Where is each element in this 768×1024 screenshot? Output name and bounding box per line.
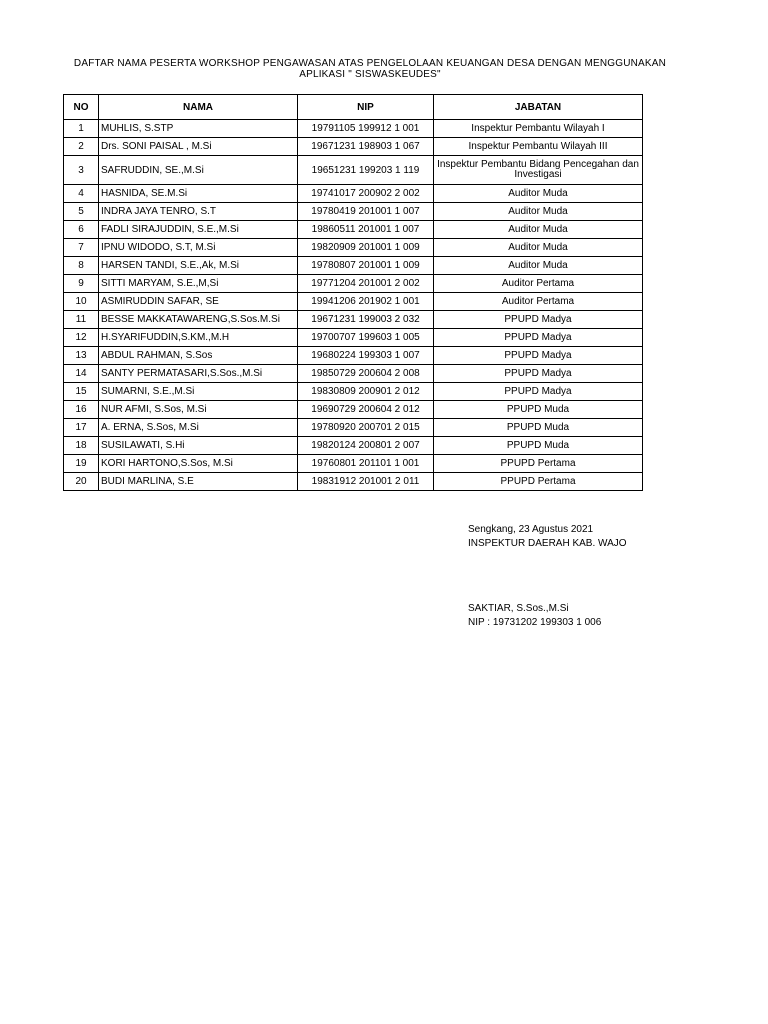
- table-row: [64, 401, 643, 419]
- cell-jabatan: Auditor Muda: [434, 239, 643, 257]
- table-row: [64, 347, 643, 365]
- cell-jabatan: PPUPD Madya: [434, 365, 643, 383]
- cell-nip: 19671231 199003 2 032: [298, 311, 434, 329]
- cell-jabatan: Auditor Muda: [434, 203, 643, 221]
- cell-no: 3: [64, 156, 99, 185]
- cell-no: 2: [64, 138, 99, 156]
- cell-nip: 19830809 200901 2 012: [298, 383, 434, 401]
- cell-nip: 19690729 200604 2 012: [298, 401, 434, 419]
- cell-nip: 19760801 201101 1 001: [298, 455, 434, 473]
- cell-nip: 19791105 199912 1 001: [298, 120, 434, 138]
- table-row: [64, 257, 643, 275]
- document-title-line1: DAFTAR NAMA PESERTA WORKSHOP PENGAWASAN ATAS PENGELOLAAN KEUANGAN DESA DENGAN MENGGUNAKAN: [73, 58, 667, 69]
- table-body: [64, 120, 643, 491]
- cell-jabatan: PPUPD Madya: [434, 383, 643, 401]
- table-row: [64, 455, 643, 473]
- table-row: [64, 311, 643, 329]
- table-row: [64, 383, 643, 401]
- cell-no: 17: [64, 419, 99, 437]
- cell-nip: 19680224 199303 1 007: [298, 347, 434, 365]
- table-row: [64, 365, 643, 383]
- signature-office: INSPEKTUR DAERAH KAB. WAJO: [468, 538, 627, 549]
- cell-no: 14: [64, 365, 99, 383]
- cell-nama: INDRA JAYA TENRO, S.T: [99, 203, 298, 221]
- table-row: [64, 419, 643, 437]
- cell-no: 15: [64, 383, 99, 401]
- table-row: [64, 156, 643, 185]
- cell-nip: 19741017 200902 2 002: [298, 185, 434, 203]
- cell-jabatan: PPUPD Madya: [434, 311, 643, 329]
- cell-nama: SUSILAWATI, S.Hi: [99, 437, 298, 455]
- header-jabatan: JABATAN: [434, 95, 643, 120]
- cell-nama: MUHLIS, S.STP: [99, 120, 298, 138]
- cell-jabatan: PPUPD Muda: [434, 419, 643, 437]
- cell-nip: 19780920 200701 2 015: [298, 419, 434, 437]
- cell-jabatan: Auditor Muda: [434, 221, 643, 239]
- table-row: [64, 138, 643, 156]
- table-row: [64, 239, 643, 257]
- table-row: [64, 185, 643, 203]
- cell-nama: IPNU WIDODO, S.T, M.Si: [99, 239, 298, 257]
- cell-jabatan: PPUPD Pertama: [434, 455, 643, 473]
- cell-no: 8: [64, 257, 99, 275]
- table-row: [64, 473, 643, 491]
- cell-nama: SITTI MARYAM, S.E.,M,Si: [99, 275, 298, 293]
- cell-nip: 19700707 199603 1 005: [298, 329, 434, 347]
- cell-no: 19: [64, 455, 99, 473]
- cell-no: 13: [64, 347, 99, 365]
- cell-nama: H.SYARIFUDDIN,S.KM.,M.H: [99, 329, 298, 347]
- signature-place-date: Sengkang, 23 Agustus 2021: [468, 524, 594, 535]
- cell-nama: FADLI SIRAJUDDIN, S.E.,M.Si: [99, 221, 298, 239]
- cell-nama: A. ERNA, S.Sos, M.Si: [99, 419, 298, 437]
- cell-nip: 19831912 201001 2 011: [298, 473, 434, 491]
- cell-no: 20: [64, 473, 99, 491]
- cell-jabatan: PPUPD Madya: [434, 329, 643, 347]
- cell-no: 10: [64, 293, 99, 311]
- cell-no: 1: [64, 120, 99, 138]
- table-row: [64, 203, 643, 221]
- document-title-line2: APLIKASI " SISWASKEUDES": [299, 69, 441, 80]
- cell-nama: Drs. SONI PAISAL , M.Si: [99, 138, 298, 156]
- cell-nip: 19780807 201001 1 009: [298, 257, 434, 275]
- cell-jabatan: Auditor Pertama: [434, 293, 643, 311]
- cell-jabatan: Inspektur Pembantu Wilayah III: [434, 138, 643, 156]
- cell-nama: BUDI MARLINA, S.E: [99, 473, 298, 491]
- cell-jabatan: PPUPD Muda: [434, 437, 643, 455]
- cell-no: 7: [64, 239, 99, 257]
- cell-no: 6: [64, 221, 99, 239]
- cell-nip: 19780419 201001 1 007: [298, 203, 434, 221]
- cell-nip: 19820124 200801 2 007: [298, 437, 434, 455]
- table-row: [64, 329, 643, 347]
- cell-nama: SAFRUDDIN, SE.,M.Si: [99, 156, 298, 185]
- table-row: [64, 221, 643, 239]
- table-header-row: [64, 95, 643, 120]
- cell-nama: SUMARNI, S.E.,M.Si: [99, 383, 298, 401]
- cell-jabatan: PPUPD Madya: [434, 347, 643, 365]
- cell-no: 12: [64, 329, 99, 347]
- cell-nip: 19820909 201001 1 009: [298, 239, 434, 257]
- cell-no: 18: [64, 437, 99, 455]
- table-row: [64, 120, 643, 138]
- cell-nip: 19850729 200604 2 008: [298, 365, 434, 383]
- cell-nama: HARSEN TANDI, S.E.,Ak, M.Si: [99, 257, 298, 275]
- cell-jabatan: Inspektur Pembantu Bidang Pencegahan dan Investigasi: [434, 156, 643, 185]
- cell-jabatan: PPUPD Pertama: [434, 473, 643, 491]
- cell-nama: ABDUL RAHMAN, S.Sos: [99, 347, 298, 365]
- cell-nama: SANTY PERMATASARI,S.Sos.,M.Si: [99, 365, 298, 383]
- cell-no: 9: [64, 275, 99, 293]
- participants-table: [63, 94, 643, 491]
- cell-jabatan: Inspektur Pembantu Wilayah I: [434, 120, 643, 138]
- cell-no: 16: [64, 401, 99, 419]
- cell-nama: KORI HARTONO,S.Sos, M.Si: [99, 455, 298, 473]
- cell-jabatan: PPUPD Muda: [434, 401, 643, 419]
- cell-nama: NUR AFMI, S.Sos, M.Si: [99, 401, 298, 419]
- cell-jabatan: Auditor Muda: [434, 257, 643, 275]
- cell-nama: ASMIRUDDIN SAFAR, SE: [99, 293, 298, 311]
- cell-no: 4: [64, 185, 99, 203]
- header-nip: NIP: [298, 95, 434, 120]
- table-row: [64, 437, 643, 455]
- cell-jabatan: Auditor Muda: [434, 185, 643, 203]
- cell-jabatan: Auditor Pertama: [434, 275, 643, 293]
- signature-nip: NIP : 19731202 199303 1 006: [468, 617, 602, 628]
- cell-no: 5: [64, 203, 99, 221]
- cell-nip: 19671231 198903 1 067: [298, 138, 434, 156]
- header-nama: NAMA: [99, 95, 298, 120]
- cell-nip: 19941206 201902 1 001: [298, 293, 434, 311]
- cell-nip: 19651231 199203 1 119: [298, 156, 434, 185]
- cell-nama: BESSE MAKKATAWARENG,S.Sos.M.Si: [99, 311, 298, 329]
- cell-nip: 19860511 201001 1 007: [298, 221, 434, 239]
- signature-name: SAKTIAR, S.Sos.,M.Si: [468, 603, 569, 614]
- cell-nip: 19771204 201001 2 002: [298, 275, 434, 293]
- cell-nama: HASNIDA, SE.M.Si: [99, 185, 298, 203]
- cell-no: 11: [64, 311, 99, 329]
- header-no: NO: [64, 95, 99, 120]
- table-row: [64, 293, 643, 311]
- table-row: [64, 275, 643, 293]
